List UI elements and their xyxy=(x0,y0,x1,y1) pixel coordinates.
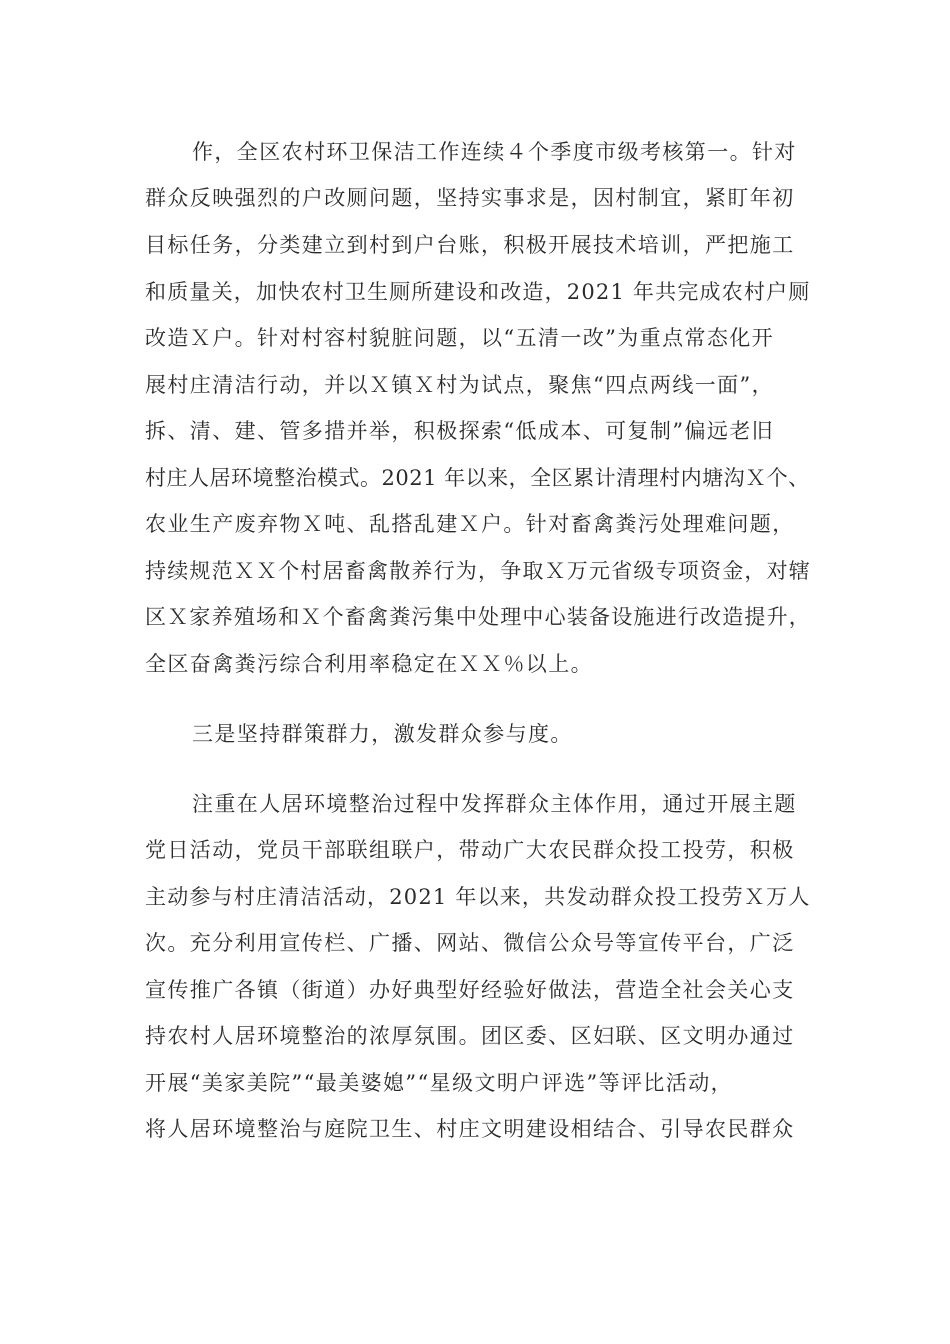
paragraph-1-line-9: 农业生产废弃物Ｘ吨、乱搭乱建Ｘ户。针对畜禽粪污处理难问题， xyxy=(145,512,795,536)
paragraph-2-line-5: 宣传推广各镇（街道）办好典型好经验好做法，营造全社会关心支 xyxy=(145,978,795,1002)
paragraph-2-line-7: 开展“美家美院”“最美婆媳”“星级文明户评选”等评比活动， xyxy=(145,1071,734,1095)
paragraph-2-line-8: 将人居环境整治与庭院卫生、村庄文明建设相结合、引导农民群众 xyxy=(145,1117,795,1141)
paragraph-2-line-3: 主动参与村庄清洁活动，2021 年以来，共发动群众投工投劳Ｘ万人 xyxy=(145,885,811,909)
paragraph-1-line-1: 作，全区农村环卫保洁工作连续４个季度市级考核第一。针对 xyxy=(192,140,797,164)
paragraph-2-line-2: 党日活动，党员干部联组联户，带动广大农民群众投工投劳，积极 xyxy=(145,838,795,862)
paragraph-2-line-6: 持农村人居环境整治的浓厚氛围。团区委、区妇联、区文明办通过 xyxy=(145,1024,795,1048)
paragraph-1-line-10: 持续规范ＸＸ个村居畜禽散养行为，争取Ｘ万元省级专项资金，对辖 xyxy=(145,559,811,583)
paragraph-1-line-5: 改造Ｘ户。针对村容村貌脏问题，以“五清一改”为重点常态化开 xyxy=(145,326,775,350)
paragraph-1-line-12: 全区奋禽粪污综合利用率稳定在ＸＸ％以上。 xyxy=(145,652,593,676)
paragraph-1-line-8: 村庄人居环境整治模式。2021 年以来，全区累计清理村内塘沟Ｘ个、 xyxy=(145,466,810,490)
paragraph-1-line-3: 目标任务，分类建立到村到户台账，积极开展技术培训，严把施工 xyxy=(145,233,795,257)
paragraph-1-line-2: 群众反映强烈的户改厕问题，坚持实事求是，因村制宜，紧盯年初 xyxy=(145,186,795,210)
paragraph-1-line-4: 和质量关，加快农村卫生厕所建设和改造，2021 年共完成农村户厕 xyxy=(145,280,811,304)
section-heading: 三是坚持群策群力，激发群众参与度。 xyxy=(192,722,573,746)
paragraph-1-line-7: 拆、清、建、管多措并举，积极探索“低成本、可复制”偏远老旧 xyxy=(145,419,775,443)
paragraph-2-line-4: 次。充分利用宣传栏、广播、网站、微信公众号等宣传平台，广泛 xyxy=(145,931,795,955)
paragraph-2-line-1: 注重在人居环境整治过程中发挥群众主体作用，通过开展主题 xyxy=(192,792,797,816)
paragraph-1-line-11: 区Ｘ家养殖场和Ｘ个畜禽粪污集中处理中心装备设施进行改造提升， xyxy=(145,605,811,629)
paragraph-1-line-6: 展村庄清洁行动，并以Ｘ镇Ｘ村为试点，聚焦“四点两线一面”， xyxy=(145,373,775,397)
